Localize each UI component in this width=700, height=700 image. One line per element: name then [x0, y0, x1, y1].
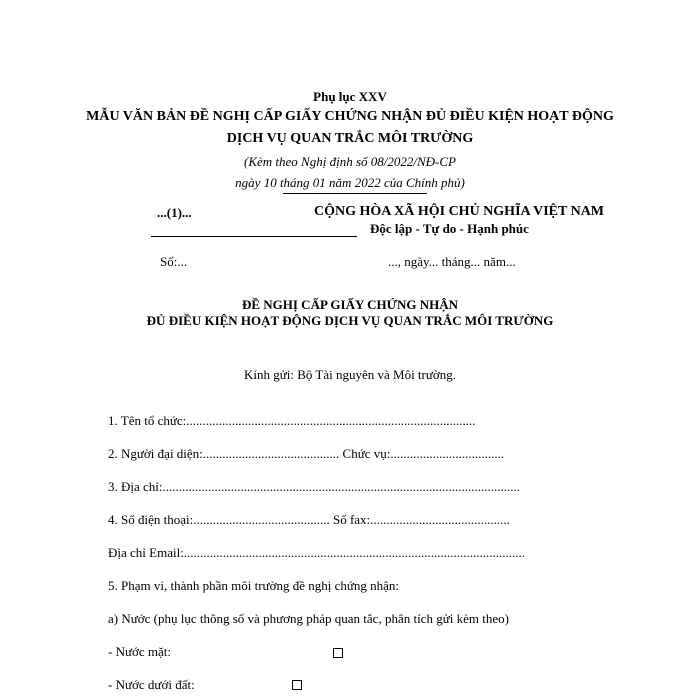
- water-section-label: a) Nước (phụ lục thông số và phương pháp quan tắc, phân tích gửi kèm theo): [108, 611, 509, 626]
- ground-water-checkbox[interactable]: [292, 680, 302, 690]
- org-underline-right: [181, 236, 357, 237]
- document-title-line2: ĐỦ ĐIỀU KIỆN HOẠT ĐỘNG DỊCH VỤ QUAN TRẮC MÔI TRƯỜNG: [146, 313, 554, 328]
- surface-water-label: - Nước mặt:: [108, 644, 172, 659]
- decree-reference-line1: (Kèm theo Nghị định số 08/2022/NĐ-CP: [244, 154, 456, 169]
- phone-fax-field: 4. Số điện thoại:.......................................... Số fax:...........................................: [108, 512, 510, 527]
- document-title-line1: ĐỀ NGHỊ CẤP GIẤY CHỨNG NHẬN: [241, 297, 459, 312]
- form-title-line2: DỊCH VỤ QUAN TRẮC MÔI TRƯỜNG: [226, 131, 474, 146]
- appendix-label: Phụ lục XXV: [313, 89, 387, 104]
- recipient-line: Kính gửi: Bộ Tài nguyên và Môi trường.: [243, 367, 457, 382]
- form-title-line1: MẪU VĂN BẢN ĐỀ NGHỊ CẤP GIẤY CHỨNG NHẬN ĐỦ ĐIỀU KIỆN HOẠT ĐỘNG: [86, 109, 614, 124]
- decree-reference-line2: ngày 10 tháng 01 năm 2022 của Chính phủ): [235, 175, 465, 190]
- scope-heading: 5. Phạm vi, thành phần môi trường đề nghị chứng nhận:: [108, 578, 400, 593]
- organization-placeholder: ...(1)...: [157, 205, 192, 220]
- national-motto: Độc lập - Tự do - Hạnh phúc: [370, 221, 529, 236]
- country-name: CỘNG HÒA XÃ HỘI CHỦ NGHĨA VIỆT NAM: [314, 204, 605, 219]
- document-date: ..., ngày... tháng... năm...: [388, 254, 516, 269]
- address-field: 3. Địa chỉ:..............................................................................................................: [108, 479, 521, 494]
- ground-water-label: - Nước dưới đất:: [108, 677, 195, 692]
- email-field: Địa chỉ Email:.........................................................................................................: [108, 545, 526, 560]
- surface-water-checkbox[interactable]: [333, 648, 343, 658]
- representative-field: 2. Người đại diện:.......................................... Chức vụ:...................................: [108, 446, 505, 461]
- org-name-field: 1. Tên tổ chức:.........................................................................................: [108, 413, 476, 428]
- document-number: Số:...: [160, 254, 188, 269]
- org-underline-left: [151, 236, 182, 237]
- header-divider: [283, 193, 427, 194]
